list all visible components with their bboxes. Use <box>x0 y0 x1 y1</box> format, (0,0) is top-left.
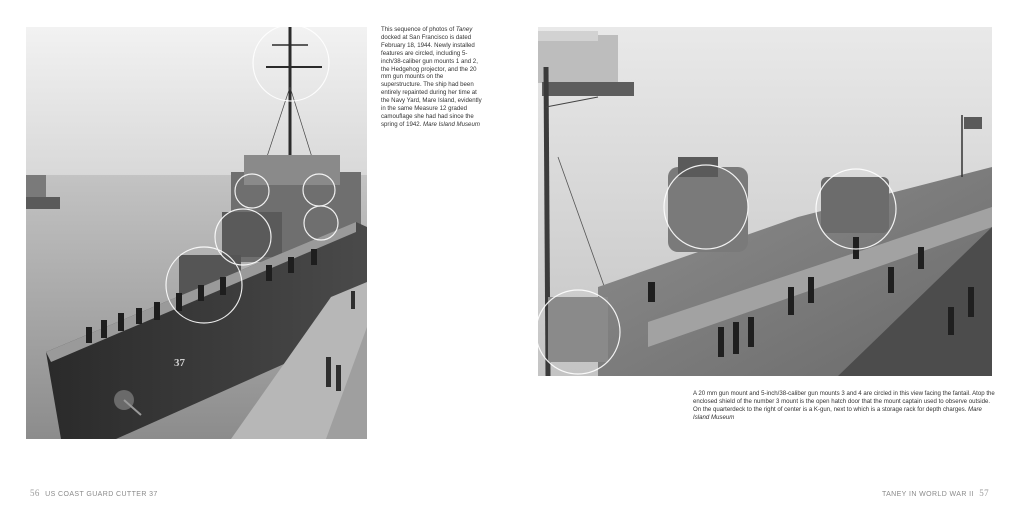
right-running-title: TANEY IN WORLD WAR II <box>881 491 974 498</box>
fantail-photo <box>538 27 992 376</box>
left-caption <box>381 26 483 129</box>
fantail-photo-art <box>538 27 992 376</box>
left-caption-part1: This sequence of photos of <box>381 26 456 33</box>
left-caption-part2: docked at San Francisco is dated February 18, 1944. Newly installed features are circled, including 5-inch/38-caliber gun mounts 1 and 2, the Hedgehog projector, and the 20 mm gun mounts on the superstructure. The ship had been entirely repainted during her time at the Navy Yard, Mare Island, evidently in the same Measure 12 graded camouflage she had had since the spring of 1942. <box>381 33 482 128</box>
right-page <box>509 0 1019 508</box>
left-page <box>0 0 509 508</box>
right-page-number: 57 <box>979 488 989 498</box>
right-caption-text: A 20 mm gun mount and 5-inch/38-caliber gun mounts 3 and 4 are circled in this view facing the fantail. Atop the enclosed shield of the number 3 mount is the open hatch door that the mount captain used to observe outside. On the quarterdeck to the right of center is a K-gun, next to which is a storage rack for depth charges. <box>693 390 995 413</box>
left-footer <box>30 488 158 498</box>
left-page-number: 56 <box>30 488 40 498</box>
right-caption <box>693 390 995 422</box>
left-caption-credit: Mare Island Museum <box>423 120 480 128</box>
left-running-title: US COAST GUARD CUTTER 37 <box>45 491 158 498</box>
ship-bow-photo <box>26 27 367 439</box>
right-footer <box>882 488 989 498</box>
left-caption-ship-name: Taney <box>455 26 473 33</box>
ship-bow-photo-art <box>26 27 367 439</box>
right-caption-credit: Mare Island Museum <box>693 405 982 421</box>
hull-number: 37 <box>174 357 185 369</box>
